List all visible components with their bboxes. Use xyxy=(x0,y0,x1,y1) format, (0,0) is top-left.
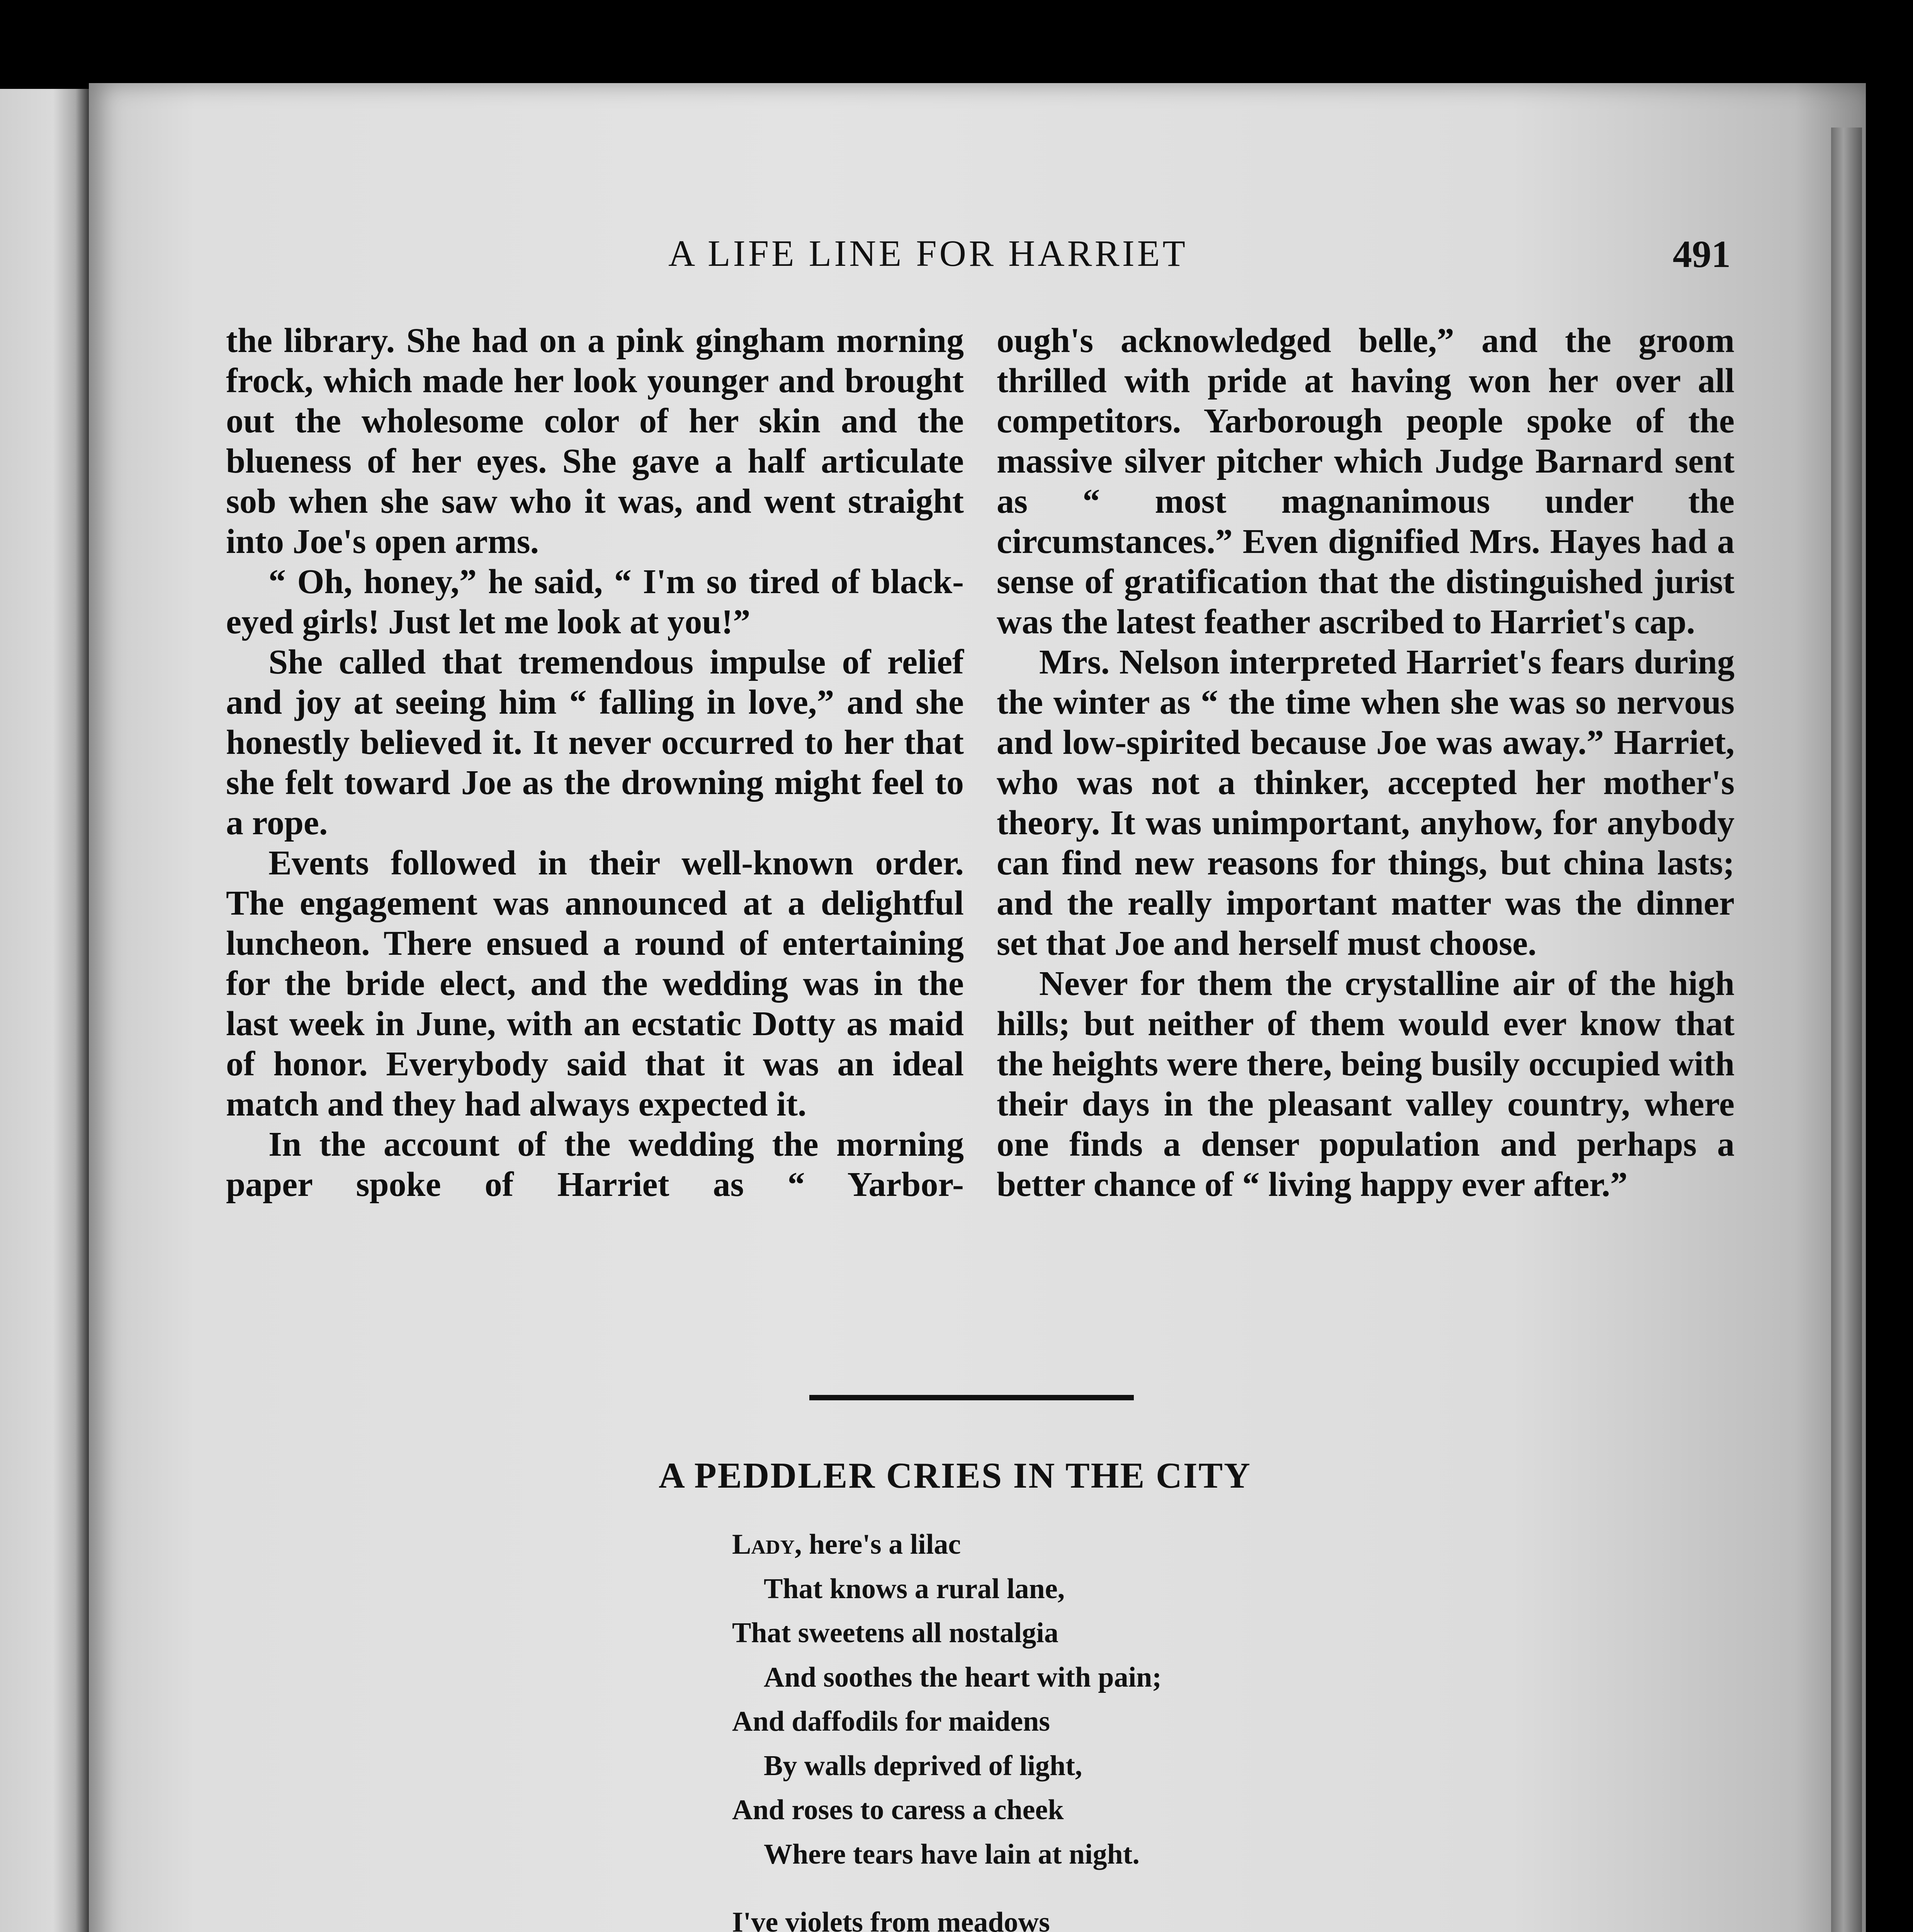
paragraph: “ Oh, honey,” he said, “ I'm so tired of black-eyed girls! Just let me look at you!” xyxy=(226,563,964,641)
paragraph: In the account of the wedding the morning paper spoke of Harriet as “ Yarbor- xyxy=(226,1125,964,1204)
left-column xyxy=(226,321,964,1205)
paragraph: ough's acknowledged belle,” and the groom thrilled with pride at having won her over all competitors. Yarborough people spoke of the massive silver pitcher which Judge Barnard sent as “ most magnanimous under the circumstances.” Even dignified Mrs. Hayes had a sense of gratification that the distinguished jurist was the latest feather ascribed to Harriet's cap. xyxy=(997,321,1735,641)
page-stack-edge xyxy=(1831,128,1862,1932)
stanza-1 xyxy=(732,1522,1162,1876)
paragraph: Events followed in their well-known order. The engagement was announced at a delightful luncheon. There ensued a round of entertaining for the bride elect, and the wedding was in the last week in June, with an ecstatic Dotty as maid of honor. Everybody said that it was an ideal match and they had always expected it. xyxy=(226,844,964,1123)
right-column xyxy=(997,321,1735,1205)
poem-line: That sweetens all nostalgia xyxy=(732,1617,1058,1649)
poem-title: A PEDDLER CRIES IN THE CITY xyxy=(659,1456,1252,1496)
poem-line: I've violets from meadows xyxy=(732,1906,1050,1932)
opening-word: Lady, xyxy=(732,1529,802,1560)
poem-line: And daffodils for maidens xyxy=(732,1706,1050,1737)
poem-line: Where tears have lain at night. xyxy=(764,1838,1140,1870)
poem-line: By walls deprived of light, xyxy=(764,1750,1082,1782)
page-number: 491 xyxy=(1673,233,1731,276)
poem-line: And roses to caress a cheek xyxy=(732,1794,1064,1826)
stanza-2 xyxy=(732,1900,1162,1932)
poem-line xyxy=(732,1522,1162,1567)
paragraph: the library. She had on a pink gingham morning frock, which made her look younger and brought out the wholesome color of her skin and the blueness of her eyes. She gave a half articulate sob when she saw who it was, and went straight into Joe's open arms. xyxy=(226,321,964,561)
poem-body xyxy=(732,1522,1162,1932)
poem-line: That knows a rural lane, xyxy=(764,1573,1065,1605)
paragraph: Mrs. Nelson interpreted Harriet's fears during the winter as “ the time when she was so nervous and low-spirited because Joe was away.” Harriet, who was not a thinker, accepted her mother's theory. It was unimportant, anyhow, for anybody can find new reasons for things, but china lasts; and the really important matter was the dinner set that Joe and herself must choose. xyxy=(997,643,1735,963)
paragraph: She called that tremendous impulse of relief and joy at seeing him “ falling in love,” and she honestly believed it. It never occurred to her that she felt toward Joe as the drowning might feel to a rope. xyxy=(226,643,964,842)
poem-line-text: here's a lilac xyxy=(809,1529,961,1560)
section-divider xyxy=(809,1395,1134,1400)
poem-line: And soothes the heart with pain; xyxy=(764,1661,1162,1693)
previous-page-edge xyxy=(0,89,89,1932)
running-title: A LIFE LINE FOR HARRIET xyxy=(668,233,1188,274)
paragraph: Never for them the crystalline air of the high hills; but neither of them would ever know that the heights were there, being busily occupied with their days in the pleasant valley country, where one finds a denser population and perhaps a better chance of “ living happy ever after.” xyxy=(997,964,1735,1204)
